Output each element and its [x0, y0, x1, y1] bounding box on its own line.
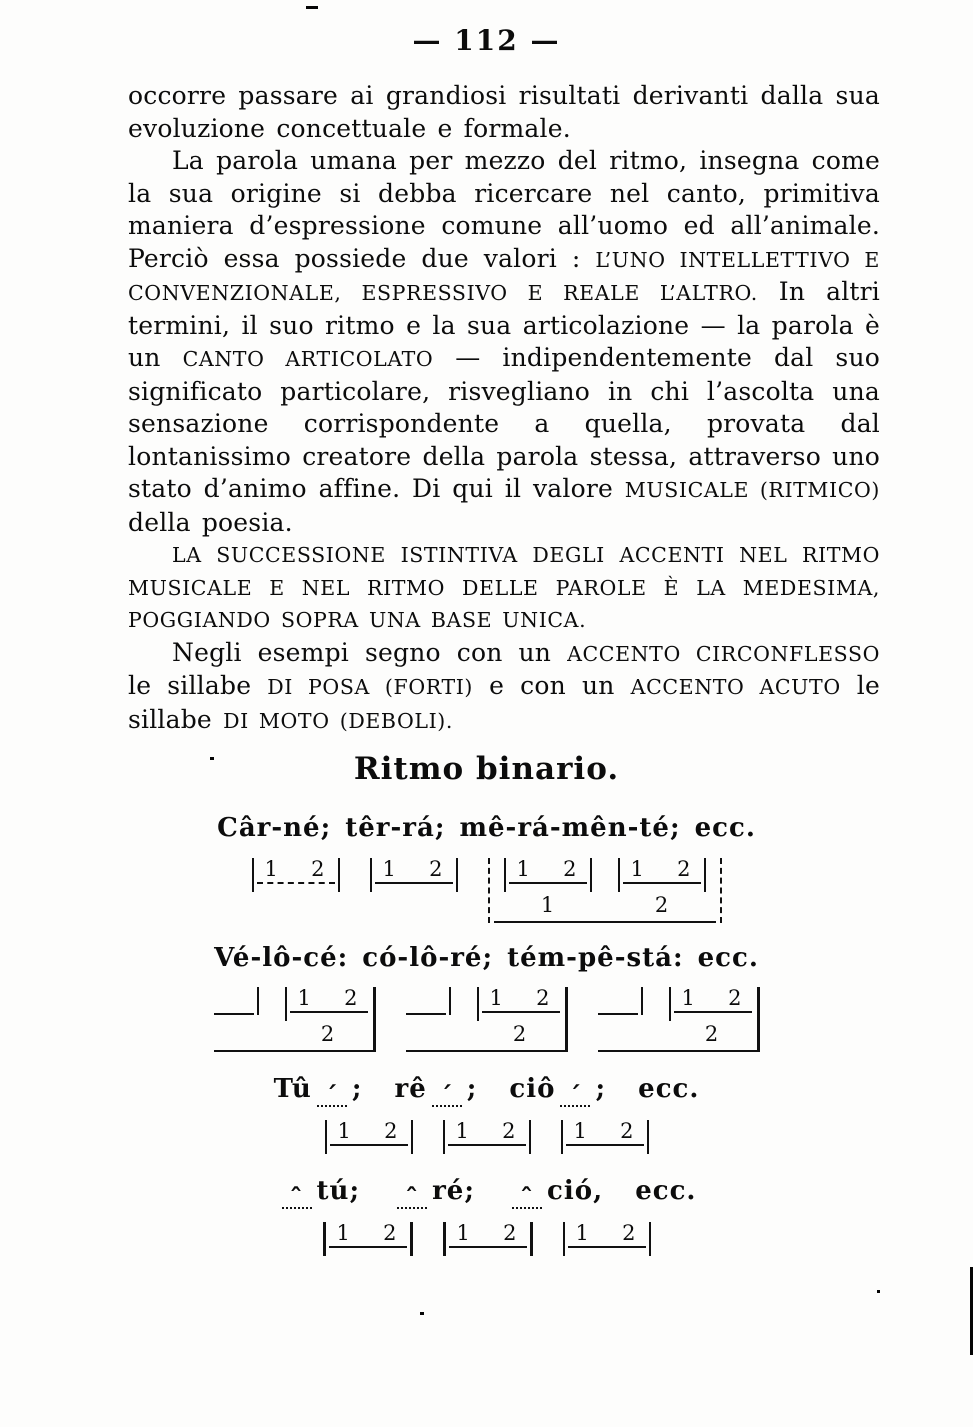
beat-pair [329, 1222, 407, 1248]
beat-number: 2 [311, 857, 325, 881]
barline-icon [338, 858, 340, 892]
group-beat-label: 2 [704, 1022, 719, 1046]
beat-number: 2 [728, 986, 742, 1010]
notation-row-3 [0, 1120, 973, 1154]
text-run-smallcaps: L’UNO INTELLETTIVO E CONVENZIONALE, ESPRESSIVO E REALE L’ALTRO. [128, 247, 880, 305]
barline-icon [647, 1120, 649, 1154]
barline-icon [669, 987, 671, 1021]
beat-number: 1 [681, 986, 695, 1010]
dashed-barline-icon [488, 858, 490, 923]
beat-pair [623, 858, 701, 884]
paragraph [128, 637, 880, 738]
beat-number: 2 [344, 986, 358, 1010]
barline-icon [443, 1222, 446, 1256]
text-run: Negli esempi segno con un [172, 637, 568, 667]
upbeat-line-icon [598, 987, 638, 1015]
beat-number: 2 [503, 1221, 517, 1245]
barline-icon [257, 987, 259, 1015]
beat-number: 1 [264, 857, 278, 881]
syllable-line-4 [0, 1174, 973, 1214]
barline-icon [456, 858, 458, 892]
beat-number: 1 [336, 1221, 350, 1245]
measure [563, 1222, 651, 1256]
acute-accent-icon: ´ [439, 1082, 454, 1112]
beat-pair [482, 987, 560, 1013]
beat-pair [674, 987, 752, 1013]
beat-pair [568, 1222, 646, 1248]
scan-speck [877, 1290, 880, 1293]
dashed-barline-icon [720, 858, 722, 923]
barline-icon [563, 1222, 565, 1256]
notation-row-4 [0, 1222, 973, 1256]
beat-number: 1 [575, 1221, 589, 1245]
group-beat-label: 1 [540, 893, 555, 917]
scan-speck [306, 6, 318, 9]
syllable-line-3 [0, 1072, 973, 1112]
beat-number: 2 [620, 1119, 634, 1143]
syllable: ciô [509, 1074, 556, 1104]
beat-number: 2 [677, 857, 691, 881]
separator: , [593, 1176, 604, 1206]
barline-icon [649, 1222, 651, 1256]
beat-number: 1 [455, 1119, 469, 1143]
beat-number: 1 [456, 1221, 470, 1245]
group-beat-label: 2 [654, 893, 669, 917]
syllable-line-2: Vé-lô-cé: có-lô-ré; tém-pê-stá: ecc. [214, 943, 759, 973]
syllable: ció [547, 1176, 594, 1206]
barline-icon [529, 1120, 531, 1154]
barline-icon [641, 987, 643, 1015]
strong-syllable-slot [512, 1177, 542, 1214]
text-run: le sillabe [128, 671, 268, 700]
barline-icon [590, 858, 592, 892]
beat-number: 2 [622, 1221, 636, 1245]
barline-icon [561, 1120, 563, 1154]
barline-icon [504, 858, 506, 892]
syllable-unit [509, 1074, 607, 1112]
text-run: occorre passare ai grandiosi risultati derivanti dalla sua evoluzione concettuale e formale. [128, 81, 880, 143]
syllable: Tû [273, 1074, 312, 1104]
anacrusis-measure [214, 987, 376, 1052]
syllable: tú [316, 1176, 350, 1206]
acute-accent-icon: ´ [568, 1082, 583, 1112]
barline-icon [443, 1120, 445, 1154]
syllable-unit [273, 1074, 363, 1112]
barline-icon [370, 858, 372, 892]
text-run-smallcaps: DI POSA (FORTI) [267, 675, 474, 699]
measure-group [488, 858, 722, 923]
strong-syllable-slot [397, 1177, 427, 1214]
separator: ; [351, 1074, 363, 1104]
measure [325, 1120, 413, 1154]
beat-number: 1 [573, 1119, 587, 1143]
barline-icon [325, 1120, 327, 1154]
beat-pair [509, 858, 587, 884]
anacrusis-measure [598, 987, 760, 1052]
circumflex-accent-icon: ˆ [289, 1184, 304, 1214]
beat-number: 2 [384, 1119, 398, 1143]
weak-syllable-slot [432, 1075, 462, 1112]
text-run: — indipendentemente dal suo significato particolare, risvegliano in chi l’ascolta una sensazione corrispondente a quella, provata dal lontanissimo creatore della parola stessa, attraverso uno stato d’animo affine. Di qui il valore [128, 343, 880, 503]
syllable-unit [277, 1176, 361, 1214]
beat-pair [257, 858, 335, 884]
acute-accent-icon: ´ [324, 1082, 339, 1112]
notation-row-2 [0, 987, 973, 1052]
upbeat-line-icon [214, 987, 254, 1015]
measure [323, 1222, 413, 1256]
barline-icon [410, 1222, 413, 1256]
beat-number: 1 [630, 857, 644, 881]
text-run: della poesia. [128, 507, 293, 537]
beat-pair [566, 1120, 644, 1146]
beat-pair [375, 858, 453, 884]
syllable-unit [507, 1176, 604, 1214]
paragraph [128, 80, 880, 145]
text-run-smallcaps: MUSICALE (RITMICO) [624, 478, 881, 502]
text-run: le sillabe [128, 671, 880, 734]
beat-number: 2 [383, 1221, 397, 1245]
separator: ; [466, 1074, 478, 1104]
beat-number: 1 [297, 986, 311, 1010]
separator: ; [349, 1176, 361, 1206]
group-beat-label: 2 [512, 1022, 527, 1046]
sub-measure [669, 987, 755, 1046]
syllable-unit [392, 1176, 475, 1214]
beat-pair [290, 987, 368, 1013]
beat-number: 2 [429, 857, 443, 881]
beat-pair [448, 1120, 526, 1146]
etc-label: ecc. [638, 1074, 700, 1104]
barline-icon [704, 858, 706, 892]
measure [443, 1222, 533, 1256]
text-run-smallcaps: ACCENTO CIRCONFLESSO [567, 641, 880, 666]
text-run: e con un [473, 671, 631, 700]
weak-syllable-slot [560, 1075, 590, 1112]
anacrusis-measure [406, 987, 568, 1052]
text-run-smallcaps: CANTO ARTICOLATO [182, 347, 434, 371]
syllable-line-1: Câr-né; têr-rá; mê-rá-mên-té; ecc. [217, 813, 756, 843]
circumflex-accent-icon: ˆ [405, 1184, 420, 1214]
measure [370, 858, 458, 892]
beat-number: 1 [337, 1119, 351, 1143]
text-run-smallcaps: ACCENTO ACUTO [630, 675, 841, 699]
syllable: rê [394, 1074, 427, 1104]
beat-pair [330, 1120, 408, 1146]
separator: ; [595, 1074, 607, 1104]
scan-speck [210, 757, 214, 760]
barline-icon [411, 1120, 413, 1154]
beat-pair [449, 1222, 527, 1248]
sub-measure [477, 987, 563, 1046]
paragraph-smallcaps [128, 539, 880, 637]
beat-number: 2 [536, 986, 550, 1010]
beat-number: 2 [563, 857, 577, 881]
measure [252, 858, 340, 892]
scan-speck [420, 1312, 424, 1315]
group-beat-label: 2 [320, 1022, 335, 1046]
circumflex-accent-icon: ˆ [520, 1184, 535, 1214]
syllable: ré [432, 1176, 465, 1206]
text-run: In altri termini, il suo ritmo e la sua articolazione — la parola è un [128, 277, 880, 372]
upbeat-line-icon [406, 987, 446, 1015]
barline-icon [618, 858, 620, 892]
page-number: — 112 — [412, 24, 561, 57]
strong-syllable-slot [282, 1177, 312, 1214]
barline-icon [323, 1222, 326, 1256]
syllable-unit [394, 1074, 478, 1112]
text-run-smallcaps: LA SUCCESSIONE ISTINTIVA DEGLI ACCENTI NEL RITMO MUSICALE E NEL RITMO DELLE PAROLE È LA MEDESIMA, POGGIANDO SOPRA UNA BASE UNICA. [128, 543, 880, 632]
barline-icon [252, 858, 254, 892]
beat-number: 1 [516, 857, 530, 881]
text-run: La parola umana per mezzo del ritmo, insegna come la sua origine si debba ricercare nel canto, primitiva maniera d’espressione comune all’uomo ed all’animale. Perciò essa possiede due valori : [128, 146, 880, 273]
section-heading: Ritmo binario. [353, 751, 620, 787]
barline-icon [449, 987, 451, 1015]
barline-icon [477, 987, 479, 1021]
text-run-smallcaps: DI MOTO (DEBOLI). [223, 708, 453, 733]
paragraph [128, 145, 880, 539]
measure [443, 1120, 531, 1154]
measure [561, 1120, 649, 1154]
beat-number: 2 [502, 1119, 516, 1143]
sub-measure [618, 858, 706, 917]
barline-icon [530, 1222, 533, 1256]
beat-number: 1 [489, 986, 503, 1010]
weak-syllable-slot [317, 1075, 347, 1112]
body-text [128, 80, 880, 737]
measure-group-body [494, 858, 716, 923]
barline-icon [285, 987, 287, 1021]
etc-label: ecc. [635, 1176, 697, 1206]
sub-measure [285, 987, 371, 1046]
separator: ; [464, 1176, 475, 1206]
notation-row-1 [0, 858, 973, 923]
sub-measure [504, 858, 592, 917]
beat-number: 1 [382, 857, 396, 881]
